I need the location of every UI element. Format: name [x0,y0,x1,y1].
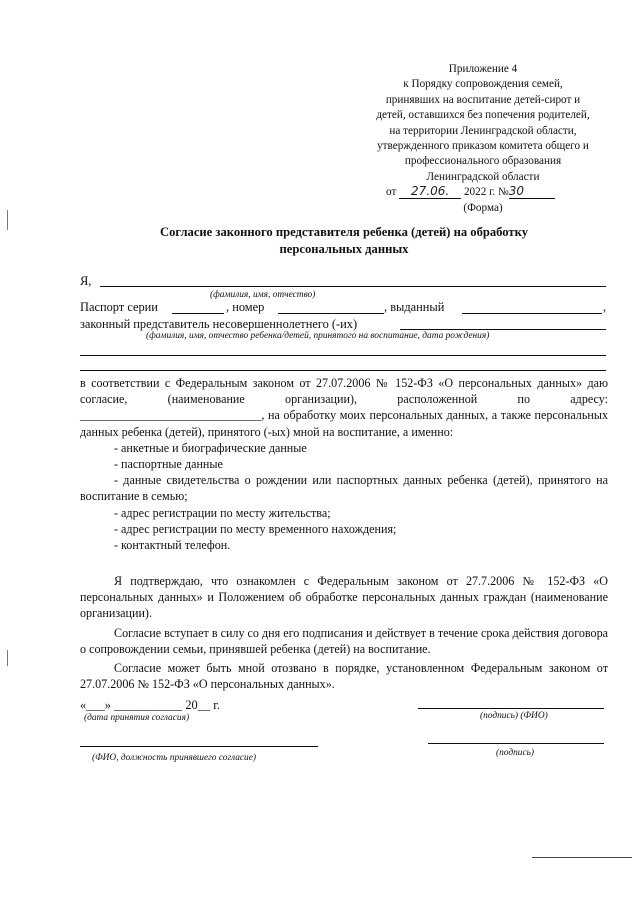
consent-list-item: - данные свидетельства о рождении или паспортных данных ребенка (детей), принятого на воспитание в семью; [80,473,608,504]
fio-line [100,286,606,287]
handwritten-date: 27.06. [399,185,461,199]
appendix-line: Ленинградской области [426,170,540,183]
child-line [400,329,606,330]
title-line-1: Согласие законного представителя ребенка (детей) на обработку [160,225,528,239]
passport-series-label: Паспорт серии [80,300,158,314]
appendix-line: на территории Ленинградской области, [389,124,577,137]
confirmation-paragraph: Я подтверждаю, что ознакомлен с Федеральным законом от 27.7.2006 № 152-ФЗ «О персональных данных» и Положением об обработке персональных данных граждан (наименование организации). [80,574,608,621]
appendix-line: к Порядку сопровождения семей, [403,78,563,91]
appendix-line: утвержденного приказом комитета общего и [377,140,589,153]
signature-caption: (подпись) [496,748,535,758]
confirmation-block [80,573,608,692]
appendix-header [352,62,614,216]
consent-date-field: «___» ___________ 20__ г. [80,698,220,712]
appendix-date-line [352,185,614,200]
consent-body [80,375,608,553]
signature-line [428,743,604,744]
document-title [70,224,618,258]
blank-line [80,370,606,371]
validity-paragraph: Согласие вступает в силу со дня его подписания и действует в течение срока действия договора о сопровождении семьи, принявшей ребенка (детей) на воспитание. [80,625,608,656]
scan-edge-mark [7,650,8,666]
issued-comma: , [603,300,607,314]
i-label: Я, [80,274,92,288]
appendix-line: детей, оставшихся без попечения родителей, [376,109,590,122]
issued-line [462,313,602,314]
scan-edge-mark [7,210,8,230]
signature-fio-caption: (подпись) (ФИО) [480,711,548,721]
consent-paragraph: в соответствии с Федеральным законом от 27.07.2006 № 152-ФЗ «О персональных данных» даю согласие, (наименование организации), расположенной по адресу: ______________________________, на обработку моих персональных данных, а также персональных данных ребенка (детей), принятого (-ых) мной на воспитание, а именно: [80,376,608,439]
consent-list-item: - адрес регистрации по месту временного нахождения; [114,521,397,536]
consent-list-item: - адрес регистрации по месту жительства; [114,505,331,520]
signature-fio-line [418,708,604,709]
official-line [80,746,318,747]
consent-list-item: - анкетные и биографические данные [114,440,307,455]
appendix-line: профессионального образования [404,155,562,168]
blank-line [80,355,606,356]
date-prefix: от [386,186,397,199]
consent-date-caption: (дата принятия согласия) [84,713,190,723]
fio-caption: (фамилия, имя, отчество) [210,290,316,300]
title-line-2: персональных данных [279,242,409,256]
appendix-line: принявших на воспитание детей-сирот и [385,93,581,106]
representative-label: законный представитель несовершеннолетнего (-их) [80,317,358,331]
handwritten-number: 30 [509,185,555,199]
form-label: (Форма) [463,201,503,214]
consent-list-item: - контактный телефон. [114,538,231,553]
appendix-line: Приложение 4 [448,63,518,75]
passport-number-line [278,313,384,314]
passport-series-line [172,313,224,314]
scan-edge-mark [532,857,632,858]
consent-list-item: - паспортные данные [114,457,223,472]
issued-label: , выданный [384,300,445,314]
year-number-text: 2022 г. № [463,186,509,199]
revocation-paragraph: Согласие может быть мной отозвано в порядке, установленном Федеральным законом от 27.07.2006 № 152-ФЗ «О персональных данных». [80,661,608,692]
child-caption: (фамилия, имя, отчество ребенка/детей, принятого на воспитание, дата рождения) [146,331,490,341]
official-caption: (ФИО, должность принявшего согласие) [92,753,257,763]
passport-number-label: , номер [226,300,265,314]
